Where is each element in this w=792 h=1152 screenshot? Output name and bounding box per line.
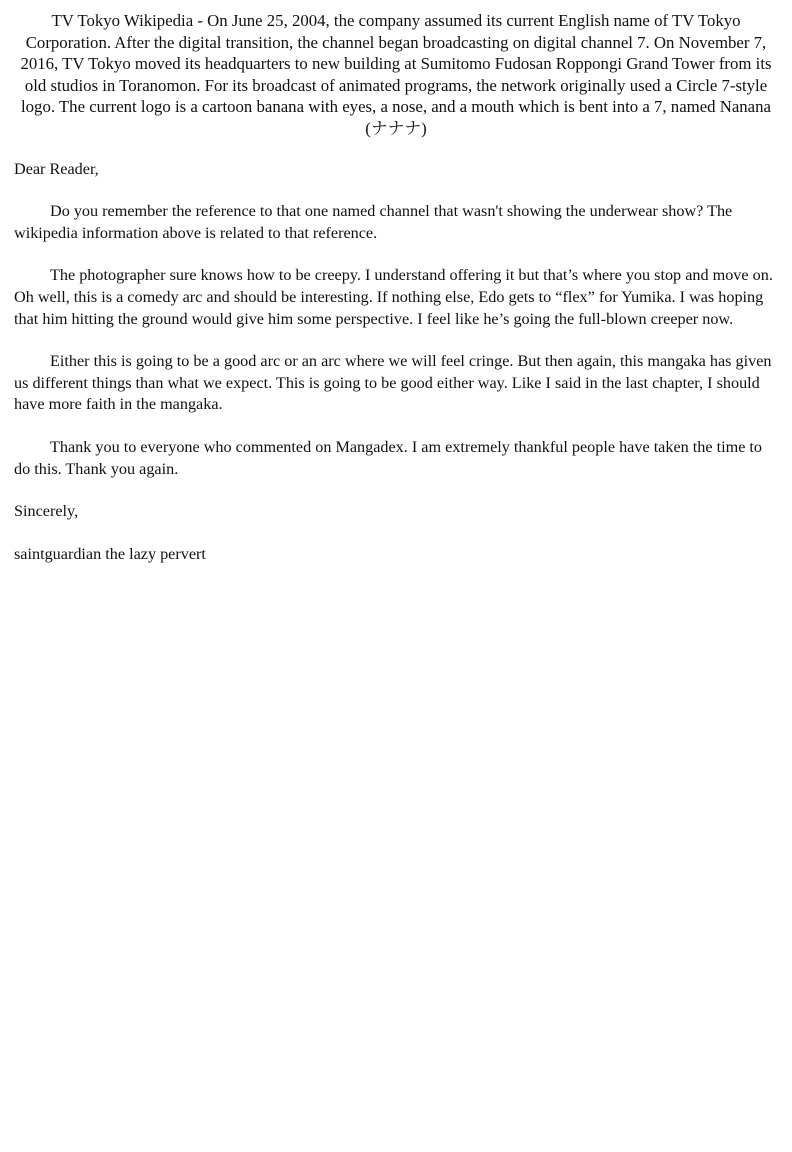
document-page [14, 10, 778, 565]
wikipedia-excerpt: TV Tokyo Wikipedia - On June 25, 2004, the company assumed its current English name of TV Tokyo Corporation. After the digital transition, the channel began broadcasting on digital channel 7. On November 7, 2016, TV Tokyo moved its headquarters to new building at Sumitomo Fudosan Roppongi Grand Tower from its old studios in Toranomon. For its broadcast of animated programs, the network originally used a Circle 7-style logo. The current logo is a cartoon banana with eyes, a nose, and a mouth which is bent into a 7, named Nanana (ナナナ) [20, 11, 772, 138]
letter-paragraph: Thank you to everyone who commented on Mangadex. I am extremely thankful people have taken the time to do this. Thank you again. [14, 437, 763, 478]
signature: saintguardian the lazy pervert [14, 544, 206, 563]
letter-paragraph: The photographer sure knows how to be creepy. I understand offering it but that’s where you stop and move on. Oh well, this is a comedy arc and should be interesting. If nothing else, Edo gets to “flex” for Yumika. I was hoping that him hitting the ground would give him some perspective. I feel like he’s going the full-blown creeper now. [14, 266, 773, 328]
salutation: Dear Reader, [14, 159, 99, 178]
closing: Sincerely, [14, 502, 79, 521]
letter-paragraph: Do you remember the reference to that one named channel that wasn't showing the underwear show? The wikipedia information above is related to that reference. [14, 202, 733, 242]
letter-paragraph: Either this is going to be a good arc or an arc where we will feel cringe. But then again, this mangaka has given us different things than what we expect. This is going to be good either way. Like I said in the last chapter, I should have more faith in the mangaka. [14, 352, 772, 414]
letter-body [14, 159, 778, 566]
